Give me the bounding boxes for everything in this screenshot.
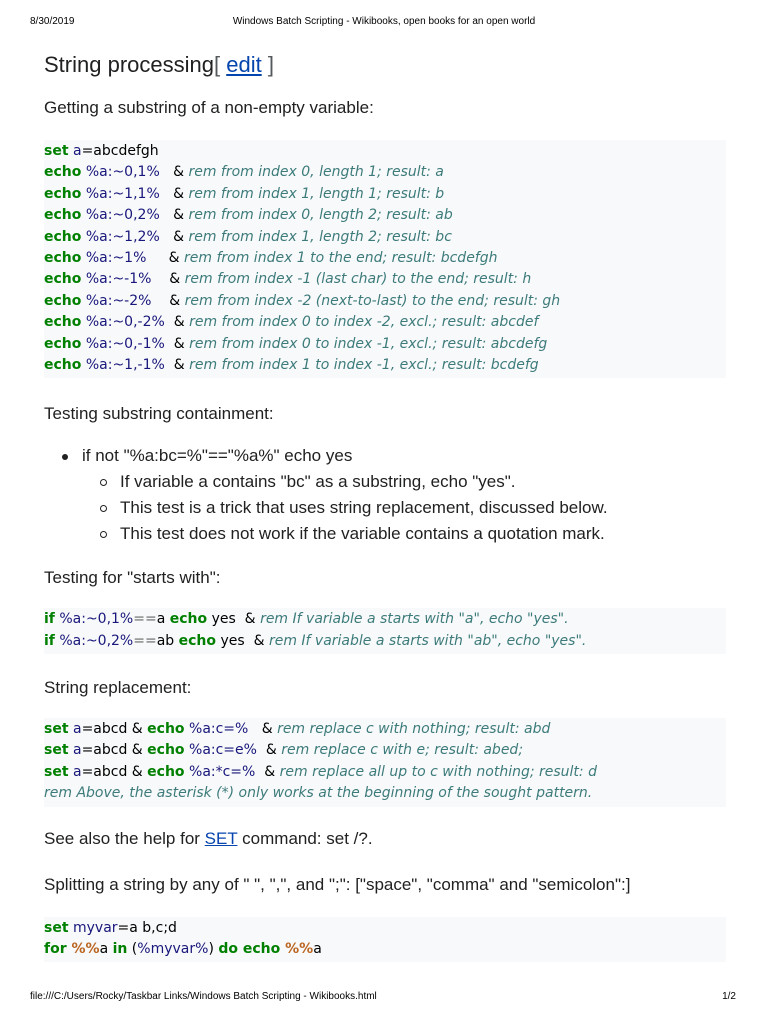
section-heading (44, 48, 726, 82)
code-line (44, 740, 726, 761)
edit-bracket-close: ] (261, 52, 274, 77)
code-variable: %a:~0,1% (54, 611, 134, 628)
substring-heading: Getting a substring of a non-empty variable: (44, 98, 374, 117)
code-line (44, 355, 726, 376)
code-line (44, 918, 726, 939)
code-comment: rem from index 0, length 1; result: a (188, 164, 444, 181)
code-line (44, 631, 726, 652)
code-variable: a (68, 763, 82, 780)
code-line (44, 184, 726, 205)
code-variable: %a:~-1% (85, 271, 152, 288)
code-text: yes & (207, 611, 261, 628)
code-keyword: echo (44, 314, 82, 331)
code-separator: & (248, 721, 278, 738)
code-comment: rem from index 1 to the end; result: bcdefgh (184, 249, 498, 266)
code-comment: rem from index -1 (last char) to the end; result: h (184, 271, 532, 288)
code-text: yes & (216, 632, 269, 649)
code-text: =abcd & (81, 742, 148, 759)
code-variable: %a:~0,-2% (85, 314, 165, 331)
code-keyword: in (112, 941, 128, 958)
code-line (44, 141, 726, 162)
code-operator: == (133, 632, 157, 649)
code-keyword: echo (44, 335, 82, 352)
code-variable: %a:c=e% (184, 742, 257, 759)
replacement-heading: String replacement: (44, 678, 192, 698)
code-keyword: echo (44, 271, 82, 288)
code-operator: == (133, 611, 157, 628)
code-comment: rem If variable a starts with "a", echo "yes". (260, 611, 569, 628)
code-separator: & (151, 292, 185, 309)
containment-heading: Testing substring containment: (44, 404, 274, 424)
print-date: 8/30/2019 (30, 16, 75, 27)
code-keyword: echo (44, 228, 82, 245)
code-separator: & (164, 356, 190, 373)
code-text: ab (156, 632, 179, 649)
code-separator: & (159, 228, 189, 245)
code-keyword: set (44, 742, 69, 759)
code-variable: a (68, 721, 82, 738)
code-percent: %% (66, 941, 100, 958)
replacement-lines (44, 719, 726, 783)
code-variable: a (72, 143, 82, 159)
list-item (82, 443, 726, 547)
code-keyword: set (44, 763, 69, 780)
code-variable: myvar (68, 919, 118, 936)
code-keyword: echo (147, 742, 185, 759)
code-variable: %a:c=% (184, 721, 249, 738)
sublist-item: This test is a trick that uses string replacement, discussed below. (120, 495, 726, 521)
code-text: a (156, 611, 170, 628)
code-text: ( (127, 941, 138, 958)
code-line (44, 939, 726, 960)
print-header (0, 16, 768, 30)
code-comment: rem If variable a starts with "ab", echo "yes". (268, 632, 587, 649)
code-variable: %a:~0,1% (85, 164, 160, 181)
code-keyword: echo (178, 632, 217, 649)
code-line (44, 312, 726, 333)
code-keyword: echo (169, 611, 208, 628)
code-line (44, 227, 726, 248)
code-comment: rem from index 0, length 2; result: ab (188, 207, 453, 224)
code-keyword: set (44, 721, 69, 738)
see-also-prefix: See also the help for (44, 828, 205, 848)
splitting-heading: Splitting a string by any of " ", ",", and ";": ["space", "comma" and "semicolon":] (44, 874, 631, 894)
code-keyword: echo (44, 207, 82, 224)
starts-with-code-block (44, 608, 726, 654)
code-separator: & (255, 763, 280, 780)
code-keyword: if (44, 611, 55, 628)
code-comment: rem from index 1, length 2; result: bc (188, 228, 452, 245)
code-variable: %a:~0,-1% (85, 335, 165, 352)
code-keyword: echo (147, 721, 185, 738)
code-variable: %a:~1,1% (85, 185, 160, 202)
code-comment: rem from index 1 to index -1, excl.; result: bcdefg (189, 356, 539, 373)
code-variable: %a:*c=% (184, 763, 256, 780)
code-text: ) (208, 941, 219, 958)
code-keyword: echo (238, 941, 281, 958)
code-comment: rem from index -2 (next-to-last) to the end; result: gh (184, 292, 561, 309)
code-line (44, 762, 726, 783)
code-text: a (313, 941, 322, 958)
section-title: String processing (44, 52, 214, 77)
list-item-text: if not "%a:bc=%"=="%a%" echo yes (82, 446, 353, 466)
code-value: =a b,c;d (117, 919, 177, 936)
code-variable: %myvar% (137, 941, 209, 958)
code-separator: & (159, 164, 189, 181)
code-keyword: set (44, 143, 69, 159)
article-content (44, 44, 726, 962)
code-comment: rem from index 0 to index -2, excl.; result: abcdef (189, 314, 539, 331)
code-line (44, 291, 726, 312)
code-variable: %a:~0,2% (85, 207, 160, 224)
print-footer (0, 991, 768, 1005)
code-text: =abcd & (81, 763, 148, 780)
code-percent: %% (280, 941, 314, 958)
see-also-paragraph (44, 827, 726, 851)
code-line (44, 609, 726, 630)
print-title: Windows Batch Scripting - Wikibooks, open books for an open world (232, 16, 536, 27)
code-comment: rem replace all up to c with nothing; result: d (279, 763, 597, 780)
code-variable: %a:~-2% (85, 292, 152, 309)
code-line (44, 334, 726, 355)
code-separator: & (256, 742, 282, 759)
code-keyword: echo (44, 249, 82, 266)
starts-with-heading: Testing for "starts with": (44, 568, 221, 588)
code-line (44, 248, 726, 269)
code-line (44, 205, 726, 226)
code-line (44, 719, 726, 740)
code-keyword: echo (44, 356, 82, 373)
code-line (44, 269, 726, 290)
code-separator: & (159, 207, 189, 224)
edit-link[interactable]: edit (226, 52, 262, 77)
substring-lines (44, 162, 726, 376)
code-variable: %a:~0,2% (54, 632, 134, 649)
code-keyword: echo (44, 292, 82, 309)
code-keyword: for (44, 941, 67, 958)
code-separator: & (164, 314, 190, 331)
code-variable: %a:~1,2% (85, 228, 160, 245)
edit-bracket-open: [ (213, 52, 227, 77)
code-keyword: echo (147, 763, 185, 780)
starts-with-lines (44, 609, 726, 652)
sublist-item: If variable a contains "bc" as a substring, echo "yes". (120, 469, 726, 495)
code-separator: & (164, 335, 190, 352)
code-variable: a (68, 742, 82, 759)
code-comment: rem replace c with e; result: abed; (281, 742, 524, 759)
code-text: =abcd & (81, 721, 148, 738)
code-separator: & (159, 185, 189, 202)
print-file-path: file:///C:/Users/Rocky/Taskbar Links/Windows Batch Scripting - Wikibooks.html (30, 991, 377, 1002)
code-keyword: do (218, 941, 238, 958)
code-variable: %a:~1% (85, 249, 147, 266)
replacement-code-block (44, 718, 726, 807)
see-also-suffix: command: set /?. (237, 828, 373, 848)
code-variable: %a:~1,-1% (85, 356, 165, 373)
code-separator: & (151, 271, 185, 288)
code-comment: rem from index 0 to index -1, excl.; result: abcdefg (189, 335, 548, 352)
code-comment: rem Above, the asterisk (*) only works at the beginning of the sought pattern. (44, 785, 593, 802)
code-keyword: if (44, 632, 55, 649)
code-comment: rem replace c with nothing; result: abd (277, 721, 551, 738)
set-command-link[interactable]: SET (204, 828, 238, 848)
containment-list (44, 443, 726, 547)
code-keyword: set (44, 919, 69, 936)
code-comment: rem from index 1, length 1; result: b (188, 185, 445, 202)
splitting-code-block (44, 917, 726, 963)
code-keyword: echo (44, 185, 82, 202)
substring-code-block (44, 140, 726, 378)
code-text: a (99, 941, 113, 958)
code-keyword: echo (44, 164, 82, 181)
code-value: =abcdefgh (81, 143, 159, 159)
code-separator: & (146, 249, 185, 266)
print-page-number: 1/2 (722, 991, 736, 1002)
code-line (44, 162, 726, 183)
containment-sublist (82, 469, 726, 547)
sublist-item: This test does not work if the variable contains a quotation mark. (120, 521, 726, 547)
